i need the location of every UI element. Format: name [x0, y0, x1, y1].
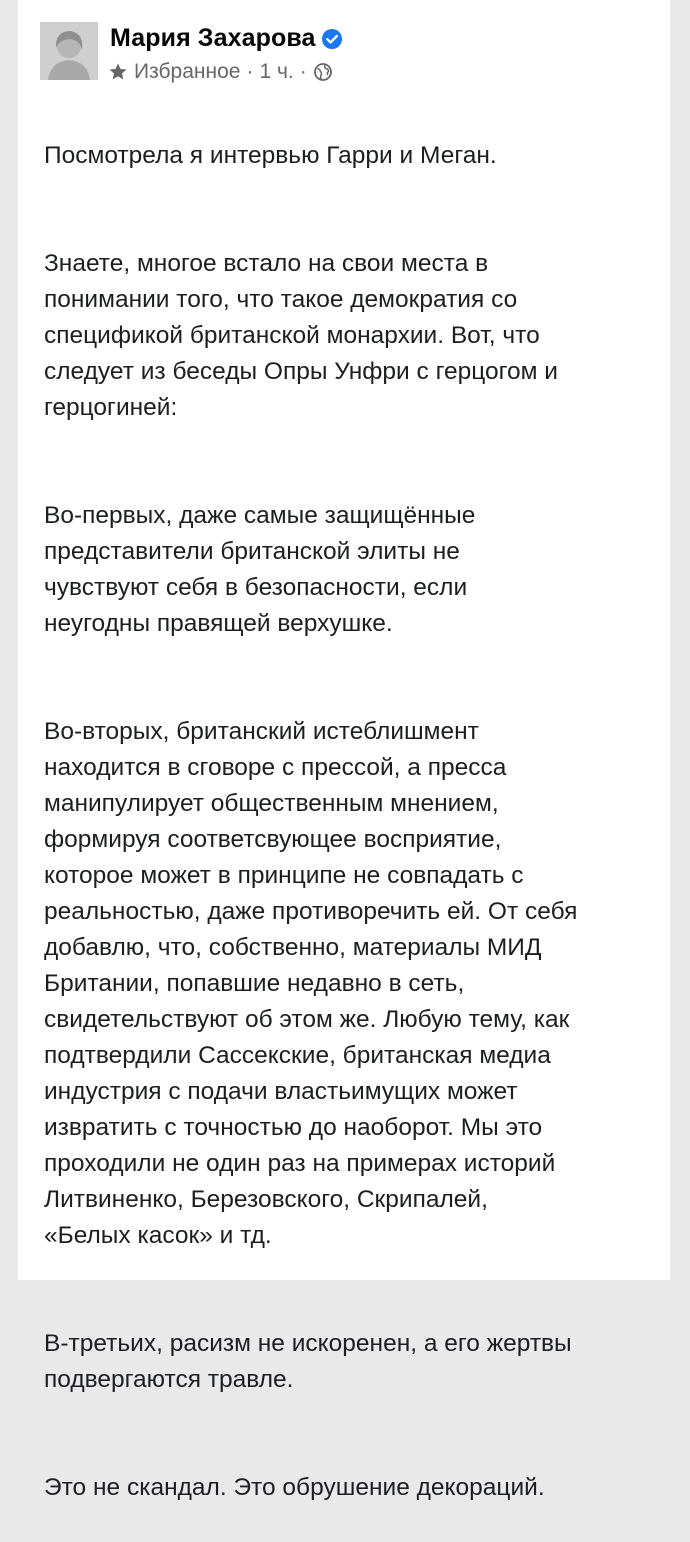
- post-card: [18, 0, 670, 1501]
- verified-badge-icon: [321, 28, 343, 50]
- avatar[interactable]: [40, 22, 98, 80]
- post-paragraph-4: Во-вторых, британский истеблишмент находится в сговоре с прессой, а пресса манипулирует общественным мнением, формируя соответсвующее восприятие, которое может в принципе не совпадать с реальностью, даже противоречить ей. От себя добавлю, что, собственно, материалы МИД Британии, попавшие недавно в сеть, свидетельствуют об этом же. Любую тему, как подтвердили Сассекские, британская медиа индустрия с подачи властьимущих может извратить с точностью до наоборот. Мы это проходили не один раз на примерах историй Литвиненко, Березовского, Скрипалей, «Белых касок» и тд.: [44, 718, 578, 1249]
- post-text: [44, 102, 654, 1542]
- post-meta: [108, 60, 333, 84]
- author-name[interactable]: Мария Захарова: [110, 24, 316, 52]
- avatar-image: [40, 22, 98, 80]
- post-paragraph-2: Знаете, многое встало на свои места в понимании того, что такое демократия со спецификой британской монархии. Вот, что следует из беседы Опры Унфри с герцогом и герцогиней:: [44, 250, 558, 421]
- post-paragraph-3: Во-первых, даже самые защищённые представители британской элиты не чувствуют себя в безопасности, если неугодны правящей верхушке.: [44, 502, 476, 637]
- author-line: [110, 24, 343, 53]
- post-paragraph-6: Это не скандал. Это обрушение декораций.: [44, 1474, 545, 1501]
- star-icon: [108, 62, 128, 82]
- post-paragraph-5: В-третьих, расизм не искоренен, а его жертвы подвергаются травле.: [44, 1330, 572, 1393]
- post-header: [40, 22, 660, 92]
- favorites-label[interactable]: Избранное: [134, 60, 241, 83]
- meta-separator: ·: [246, 60, 254, 83]
- post-time[interactable]: 1 ч.: [259, 60, 294, 83]
- post-paragraph-1: Посмотрела я интервью Гарри и Меган.: [44, 142, 497, 169]
- globe-icon: [313, 62, 333, 82]
- meta-separator-2: ·: [299, 60, 307, 83]
